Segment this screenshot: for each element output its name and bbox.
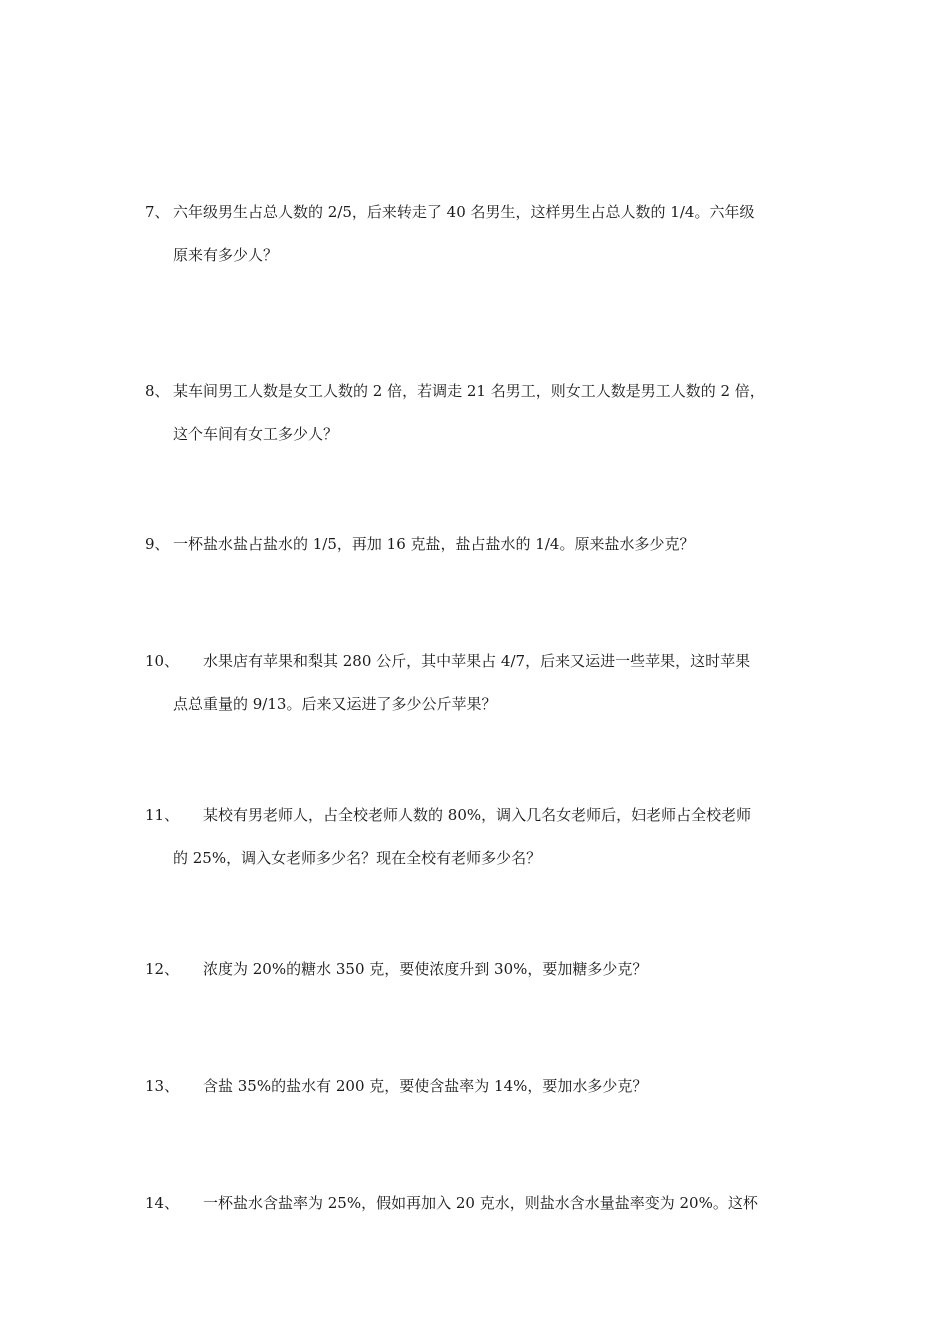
problem-number: 14、 [145, 1194, 180, 1212]
problem-continuation: 的 25%，调入女老师多少名？现在全校有老师多少名？ [173, 849, 542, 867]
problem-line [145, 962, 825, 977]
problem-continuation: 这个车间有女工多少人？ [173, 425, 339, 443]
problem-number: 10、 [145, 652, 180, 670]
problem-9 [145, 537, 825, 552]
problem-text: 水果店有苹果和梨其 280 公斤，其中苹果占 4/7，后来又运进一些苹果，这时苹果 [203, 652, 751, 670]
problem-text: 六年级男生占总人数的 2/5，后来转走了 40 名男生，这样男生占总人数的 1/4。六年级 [173, 203, 755, 221]
problem-11 [145, 808, 825, 866]
problem-10 [145, 654, 825, 712]
problem-text: 一杯盐水盐占盐水的 1/5，再加 16 克盐，盐占盐水的 1/4。原来盐水多少克？ [173, 535, 695, 553]
problem-number: 13、 [145, 1077, 180, 1095]
problem-number: 8、 [145, 382, 170, 400]
problem-number: 9、 [145, 535, 170, 553]
problem-14 [145, 1196, 825, 1211]
problem-continuation: 点总重量的 9/13。后来又运进了多少公斤苹果？ [173, 695, 497, 713]
problem-number: 7、 [145, 203, 170, 221]
problem-text: 某车间男工人数是女工人数的 2 倍，若调走 21 名男工，则女工人数是男工人数的 2 倍， [173, 382, 765, 400]
problem-text: 含盐 35%的盐水有 200 克，要使含盐率为 14%，要加水多少克？ [203, 1077, 648, 1095]
problem-line [145, 808, 825, 823]
problem-line [145, 205, 825, 220]
problem-line [145, 1079, 825, 1094]
problem-8 [145, 384, 825, 442]
problem-7 [145, 205, 825, 263]
problem-line [145, 654, 825, 669]
problem-line [145, 1196, 825, 1211]
problem-number: 11、 [145, 806, 180, 824]
problem-text: 一杯盐水含盐率为 25%，假如再加入 20 克水，则盐水含水量盐率变为 20%。这杯 [203, 1194, 758, 1212]
problem-line [145, 537, 825, 552]
problem-line [145, 384, 825, 399]
problem-13 [145, 1079, 825, 1094]
problem-text: 某校有男老师人，占全校老师人数的 80%，调入几名女老师后，妇老师占全校老师 [203, 806, 752, 824]
problem-number: 12、 [145, 960, 180, 978]
problem-text: 浓度为 20%的糖水 350 克，要使浓度升到 30%，要加糖多少克？ [203, 960, 648, 978]
problem-continuation: 原来有多少人？ [173, 246, 279, 264]
problem-12 [145, 962, 825, 977]
